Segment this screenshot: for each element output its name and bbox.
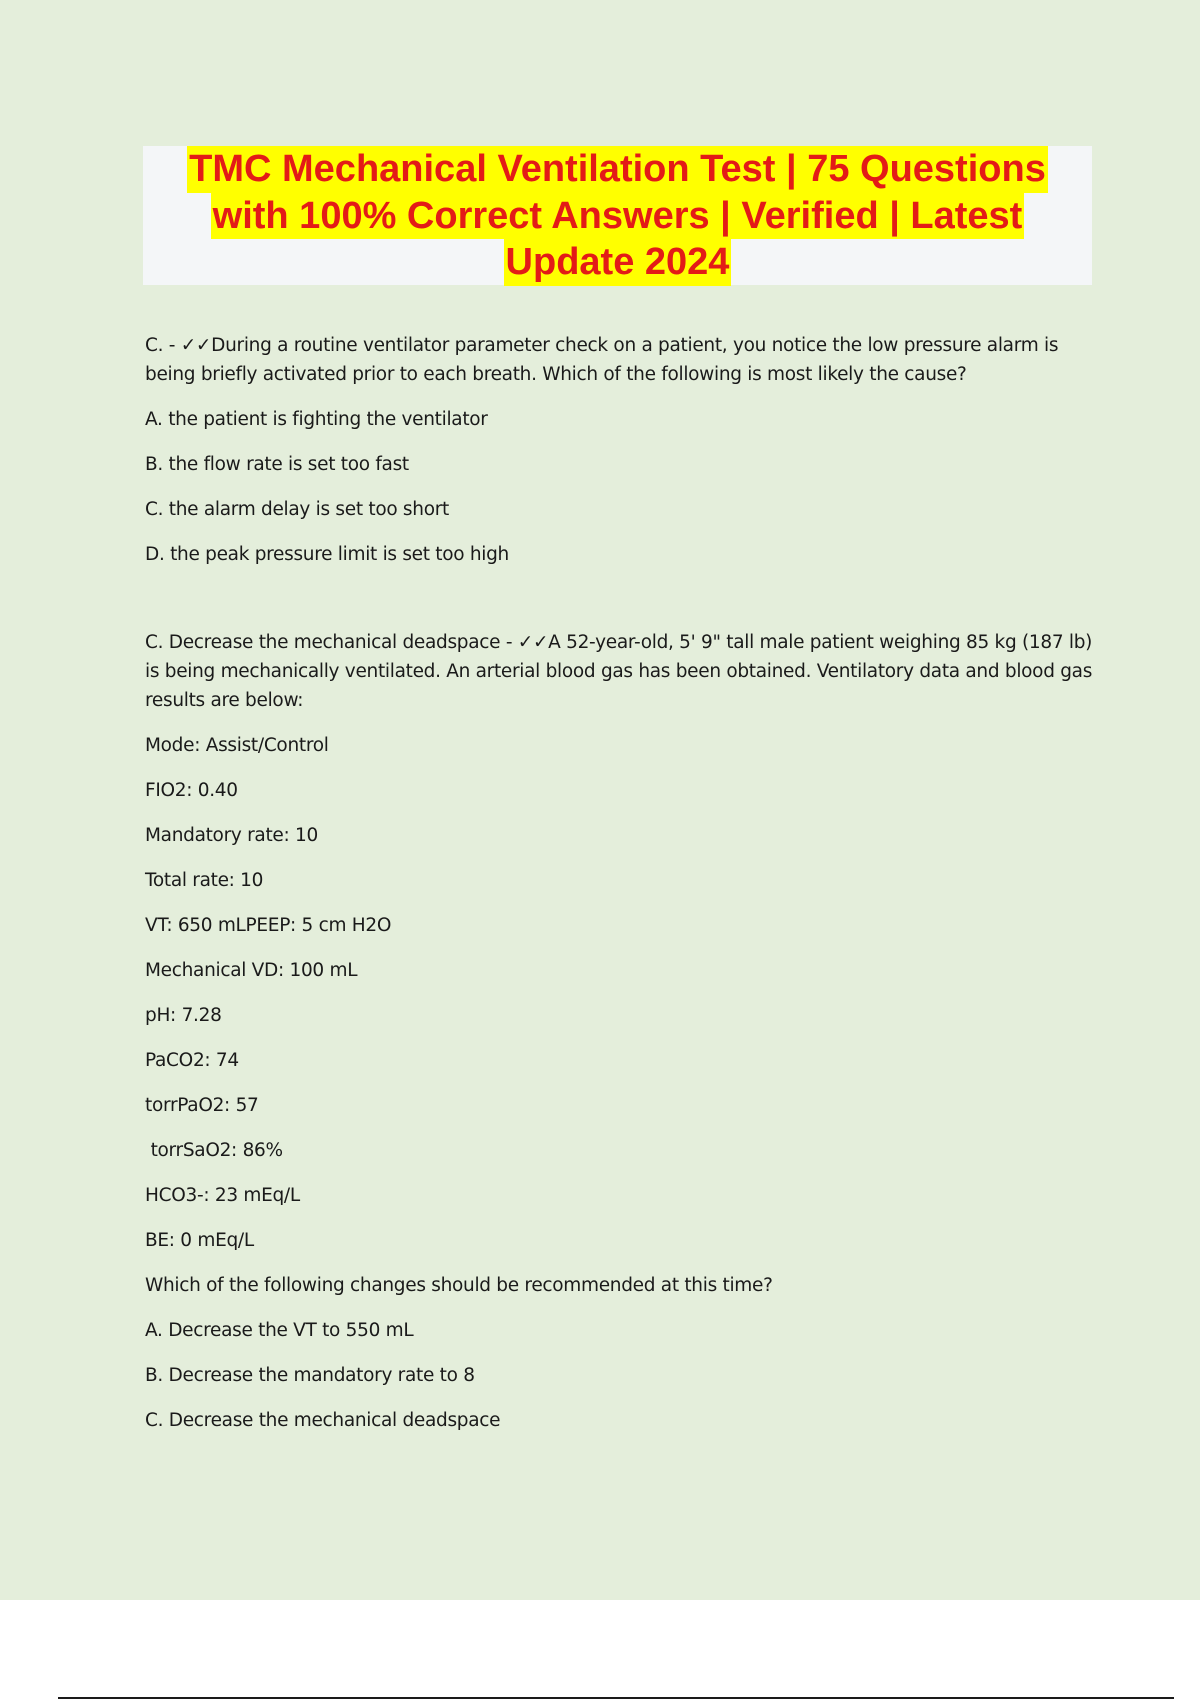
- title-line-2: with 100% Correct Answers | Verified | Latest: [211, 193, 1025, 240]
- abg-data-line: BE: 0 mEq/L: [145, 1230, 254, 1251]
- footer-divider: [58, 1697, 1174, 1699]
- abg-data-line: PaCO2: 74: [145, 1050, 239, 1071]
- abg-data-line: torrSaO2: 86%: [145, 1140, 283, 1161]
- question-1: [145, 331, 1095, 569]
- vent-data-line: Mechanical VD: 100 mL: [145, 960, 358, 981]
- question-1-option-a: A. the patient is fighting the ventilator: [145, 409, 488, 430]
- title-line-3: Update 2024: [504, 239, 732, 286]
- abg-data-line: torrPaO2: 57: [145, 1095, 259, 1116]
- question-2: [145, 628, 1095, 1435]
- question-1-stem: C. - ✓✓During a routine ventilator parameter check on a patient, you notice the low pressure alarm is being briefly activated prior to each breath. Which of the following is most likely the cause?: [145, 335, 1059, 385]
- document-body: [145, 331, 1095, 1435]
- vent-data-line: FIO2: 0.40: [145, 780, 238, 801]
- abg-data-line: pH: 7.28: [145, 1005, 222, 1026]
- question-1-option-d: D. the peak pressure limit is set too high: [145, 544, 509, 565]
- vent-data-line: VT: 650 mLPEEP: 5 cm H2O: [145, 915, 392, 936]
- question-2-option-b: B. Decrease the mandatory rate to 8: [145, 1365, 475, 1386]
- abg-data-line: HCO3-: 23 mEq/L: [145, 1185, 300, 1206]
- question-1-option-c: C. the alarm delay is set too short: [145, 499, 449, 520]
- question-2-option-a: A. Decrease the VT to 550 mL: [145, 1320, 414, 1341]
- question-2-option-c: C. Decrease the mechanical deadspace: [145, 1410, 501, 1431]
- vent-data-line: Mode: Assist/Control: [145, 735, 329, 756]
- document-title: [143, 146, 1092, 286]
- question-2-prompt: Which of the following changes should be recommended at this time?: [145, 1275, 773, 1296]
- question-2-stem: C. Decrease the mechanical deadspace - ✓✓A 52-year-old, 5' 9" tall male patient weighing 85 kg (187 lb) is being mechanically ventilated. An arterial blood gas has been obtained. Ventilatory data and blood gas results are below:: [145, 632, 1093, 711]
- vent-data-line: Mandatory rate: 10: [145, 825, 318, 846]
- question-1-option-b: B. the flow rate is set too fast: [145, 454, 409, 475]
- vent-data-line: Total rate: 10: [145, 870, 264, 891]
- title-banner: [143, 146, 1092, 285]
- title-line-1: TMC Mechanical Ventilation Test | 75 Questions: [187, 146, 1048, 193]
